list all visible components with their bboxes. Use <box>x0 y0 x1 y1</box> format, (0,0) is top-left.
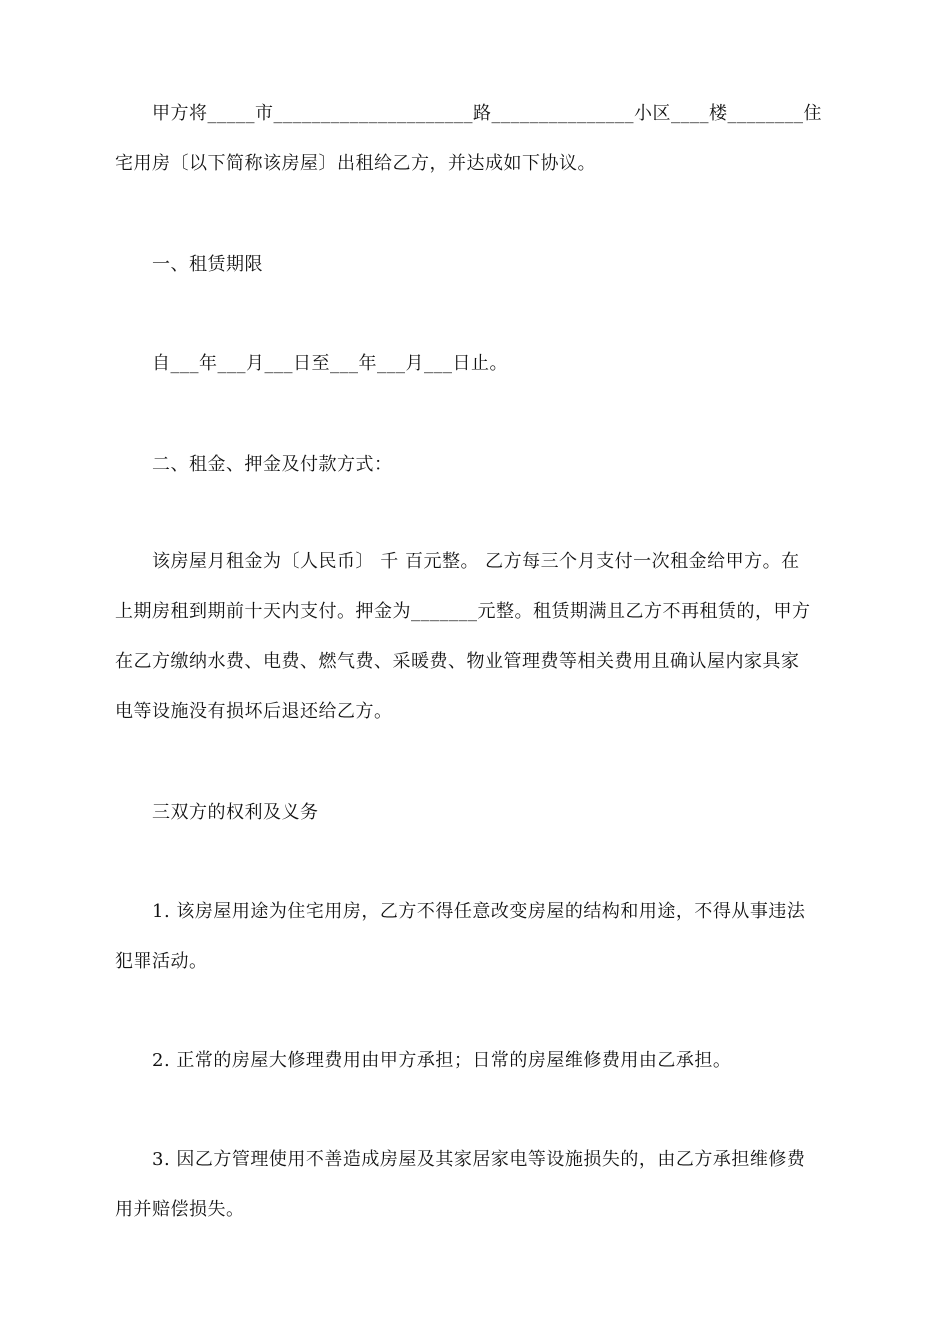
section-heading-rights <box>115 788 837 838</box>
term-paragraph <box>115 339 837 389</box>
text-line: 宅用房〔以下简称该房屋〕出租给乙方，并达成如下协议。 <box>115 153 596 174</box>
section-heading-term <box>115 240 837 290</box>
text-line: 3. 因乙方管理使用不善造成房屋及其家居家电等设施损失的，由乙方承担维修费 <box>152 1149 806 1170</box>
text-line: 用并赔偿损失。 <box>115 1199 245 1220</box>
heading-text: 三双方的权利及义务 <box>152 802 319 823</box>
clause-1 <box>115 887 837 987</box>
section-heading-rent <box>115 440 837 490</box>
text-line: 在乙方缴纳水费、电费、燃气费、采暖费、物业管理费等相关费用且确认屋内家具家 <box>115 651 800 672</box>
text-line: 电等设施没有损坏后退还给乙方。 <box>115 701 393 722</box>
text-line: 2. 正常的房屋大修理费用由甲方承担；日常的房屋维修费用由乙承担。 <box>152 1050 732 1071</box>
text-line: 1. 该房屋用途为住宅用房，乙方不得任意改变房屋的结构和用途，不得从事违法 <box>152 901 806 922</box>
text-line: 该房屋月租金为〔人民币〕 千 百元整。 乙方每三个月支付一次租金给甲方。在 <box>152 551 800 572</box>
clause-2 <box>115 1036 837 1086</box>
heading-text: 一、租赁期限 <box>152 254 263 275</box>
rent-paragraph <box>115 537 837 737</box>
clause-3 <box>115 1135 837 1235</box>
text-line: 上期房租到期前十天内支付。押金为_______元整。租赁期满且乙方不再租赁的，甲方 <box>115 601 811 622</box>
text-line: 犯罪活动。 <box>115 951 208 972</box>
heading-text: 二、租金、押金及付款方式： <box>152 454 393 475</box>
intro-paragraph <box>115 89 837 189</box>
text-line: 自___年___月___日至___年___月___日止。 <box>152 353 508 374</box>
text-line: 甲方将_____市_____________________路_______________小区____楼________住 <box>152 103 822 124</box>
